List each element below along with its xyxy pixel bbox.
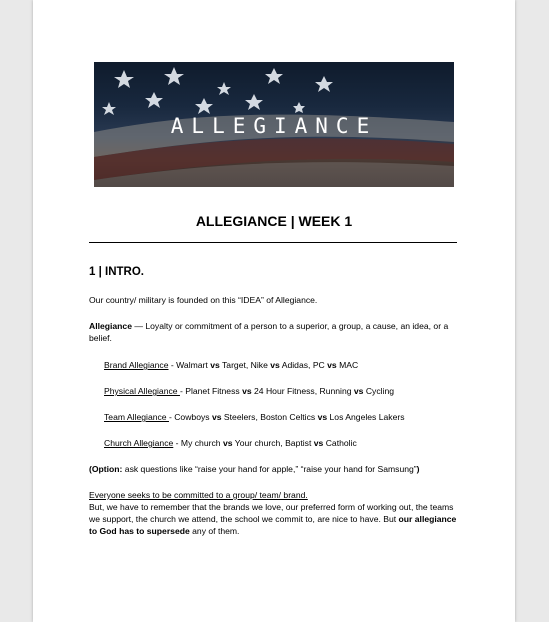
document-title: ALLEGIANCE | WEEK 1 bbox=[195, 213, 353, 229]
closing-paragraph: Everyone seeks to be committed to a group/ team/ brand. But, we have to remember that the brands we love, our preferred form of working out, the teams we support, the church we attend, the school we commit to, are nice to have. But our allegiance to God has to supersede any of them. bbox=[89, 490, 457, 536]
intro-line: Our country/ military is founded on this “IDEA” of Allegiance. bbox=[89, 295, 318, 305]
option-note: (Option: ask questions like “raise your hand for apple,” “raise your hand for Samsung”) bbox=[89, 464, 420, 474]
example-church: Church Allegiance - My church vs Your church, Baptist vs Catholic bbox=[104, 438, 357, 448]
definition-paragraph bbox=[89, 320, 461, 344]
example-physical: Physical Allegiance - Planet Fitness vs 24 Hour Fitness, Running vs Cycling bbox=[104, 386, 395, 396]
closing-bold: our allegiance to God has to supersede bbox=[89, 514, 457, 536]
section-heading: 1 | INTRO. bbox=[89, 266, 144, 278]
title-divider bbox=[89, 242, 457, 243]
banner-title: ALLEGIANCE bbox=[170, 114, 378, 138]
definition-term: Allegiance bbox=[89, 321, 132, 331]
definition-text: — Loyalty or commitment of a person to a superior, a group, a cause, an idea, or a belief. bbox=[89, 321, 449, 343]
example-team: Team Allegiance - Cowboys vs Steelers, Boston Celtics vs Los Angeles Lakers bbox=[104, 412, 405, 422]
example-label: Church Allegiance bbox=[104, 438, 174, 448]
closing-underlined: Everyone seeks to be committed to a group/ team/ brand. bbox=[89, 490, 308, 500]
example-label: Brand Allegiance bbox=[104, 360, 169, 370]
example-brand: Brand Allegiance - Walmart vs Target, Nike vs Adidas, PC vs MAC bbox=[104, 360, 359, 370]
example-label: Team Allegiance bbox=[104, 412, 169, 422]
banner-image bbox=[94, 62, 454, 187]
example-label: Physical Allegiance bbox=[104, 386, 180, 396]
document-page bbox=[33, 0, 515, 622]
